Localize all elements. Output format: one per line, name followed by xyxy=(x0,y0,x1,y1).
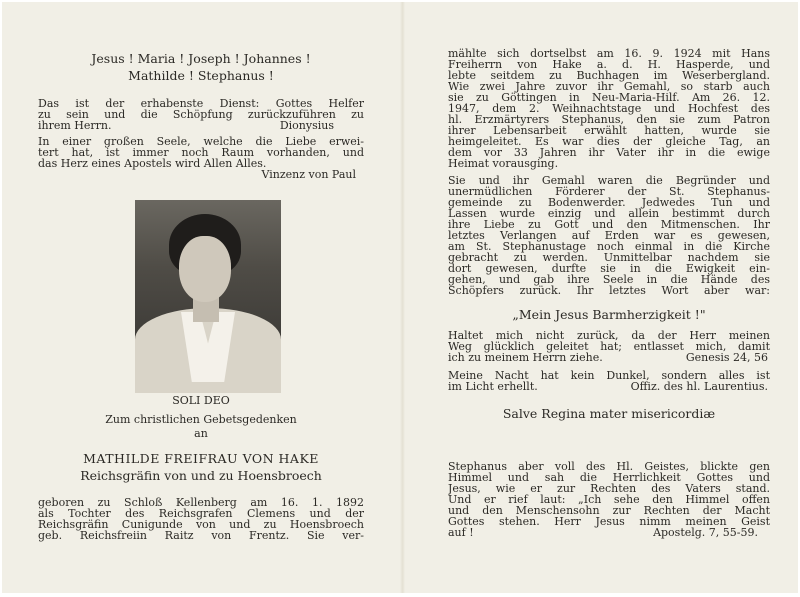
bio-line: geboren zu Schloß Kellenberg am 16. 1. 1892 xyxy=(38,497,364,509)
para1-line: heimgeleitet. Es war dies der gleiche Tag, an xyxy=(448,136,770,148)
right-page xyxy=(448,2,770,593)
para2-line: am St. Stephanustage noch einmal in die Kirche xyxy=(448,241,770,253)
quote2-line: tert hat, ist immer noch Raum vorhanden, und xyxy=(38,147,364,159)
bio-line: als Tochter des Reichsgrafen Clemens und der xyxy=(38,508,364,520)
para2-line: letztes Verlangen auf Erden war es gewesen, xyxy=(448,230,770,242)
para5-line: Gottes stehen. Herr Jesus nimm meinen Geist xyxy=(448,516,770,528)
para4-line: Meine Nacht hat kein Dunkel, sondern alles ist xyxy=(448,370,770,382)
bio-line: geb. Reichsfreiin Raitz von Frentz. Sie ver- xyxy=(38,530,364,542)
invocation-line-1: Jesus ! Maria ! Joseph ! Johannes ! xyxy=(91,52,311,66)
para2-line: Lassen wurde einzig und allein bestimmt durch xyxy=(448,208,770,220)
para3-line: Weg glücklich geleitet hat; entlasset mich, damit xyxy=(448,341,770,353)
salve-regina: Salve Regina mater misericordiæ xyxy=(502,407,716,421)
para4-source: Offiz. des hl. Laurentius. xyxy=(630,381,768,393)
para1-line: dem vor 33 Jahren ihr Vater ihr in die ewige xyxy=(448,147,770,159)
para5-line: und den Menschensohn zur Rechten der Macht xyxy=(448,505,770,517)
para1-line: 1947, dem 2. Weihnachtstage und Hochfest des xyxy=(448,103,770,115)
para2-line: Schöpfers zurück. Ihr letztes Wort aber war: xyxy=(448,285,770,297)
para3-source: Genesis 24, 56 xyxy=(685,352,768,364)
para1-line: ihrer Lebensarbeit erwählt hatten, wurde sie xyxy=(448,125,770,137)
deceased-name: MATHILDE FREIFRAU VON HAKE xyxy=(83,452,319,466)
para5-last: auf ! xyxy=(448,527,474,539)
para1-line: sie zu Göttingen in Neu-Maria-Hilf. Am 26. 12. xyxy=(448,92,770,104)
para3-line: Haltet mich nicht zurück, da der Herr meinen xyxy=(448,330,770,342)
memorial-line-1: Zum christlichen Gebetsgedenken xyxy=(105,414,297,426)
deceased-title: Reichsgräfin von und zu Hoensbroech xyxy=(80,469,322,483)
memorial-card xyxy=(2,2,798,593)
para2-line: ihre Liebe zu Gott und den Mitmenschen. Ihr xyxy=(448,219,770,231)
photo-caption: SOLI DEO xyxy=(172,395,230,407)
para3-line: ich zu meinem Herrn ziehe. xyxy=(448,352,603,364)
para1-line: Wie zwei Jahre zuvor ihr Gemahl, so starb auch xyxy=(448,81,770,93)
para2-line: dort gewesen, durfte sie in die Ewigkeit ein- xyxy=(448,263,770,275)
quote2-line: In einer großen Seele, welche die Liebe erwei- xyxy=(38,136,364,148)
left-page-lower xyxy=(38,2,364,593)
para2-line: gebracht zu werden. Unmittelbar nachdem sie xyxy=(448,252,770,264)
para5-source: Apostelg. 7, 55-59. xyxy=(653,527,758,539)
para1-line: hl. Erzmärtyrers Stephanus, den sie zum Patron xyxy=(448,114,770,126)
para1-line: Heimat vorausging. xyxy=(448,158,559,170)
quote2-line: das Herz eines Apostels wird Allen Alles. xyxy=(38,158,267,170)
quote1-line: zu sein und die Schöpfung zurückzuführen zu xyxy=(38,109,364,121)
para2-line: unermüdlichen Förderer der St. Stephanus- xyxy=(448,186,770,198)
quote2-author: Vinzenz von Paul xyxy=(261,169,356,181)
para1-line: Freiherrn von Hake a. d. H. Hasperde, und xyxy=(448,59,770,71)
quote1-author: Dionysius xyxy=(279,120,334,132)
para2-line: Sie und ihr Gemahl waren die Begründer und xyxy=(448,175,770,187)
para5-line: Jesus, wie er zur Rechten des Vaters stand. xyxy=(448,483,770,495)
memorial-line-2: an xyxy=(194,428,208,440)
invocation-line-2: Mathilde ! Stephanus ! xyxy=(128,69,274,83)
para5-line: Himmel und sah die Herrlichkeit Gottes und xyxy=(448,472,770,484)
para2-line: gemeinde zu Bodenwerder. Jedwedes Tun und xyxy=(448,197,770,209)
para5-line: Stephanus aber voll des Hl. Geistes, blickte gen xyxy=(448,461,770,473)
last-words: „Mein Jesus Barmherzigkeit !" xyxy=(512,308,706,322)
para1-line: lebte seitdem zu Buchhagen im Weserbergland. xyxy=(448,70,770,82)
para5-line: Und er rief laut: „Ich sehe den Himmel offen xyxy=(448,494,770,506)
para1-line: mählte sich dortselbst am 16. 9. 1924 mit Hans xyxy=(448,48,770,60)
center-fold xyxy=(400,2,405,593)
para2-line: gehen, und gab ihre Seele in die Hände des xyxy=(448,274,770,286)
quote1-line: ihrem Herrn. xyxy=(38,120,112,132)
para4-line: im Licht erhellt. xyxy=(448,381,538,393)
bio-line: Reichsgräfin Cunigunde von und zu Hoensbroech xyxy=(38,519,364,531)
quote1-line: Das ist der erhabenste Dienst: Gottes Helfer xyxy=(38,98,364,110)
